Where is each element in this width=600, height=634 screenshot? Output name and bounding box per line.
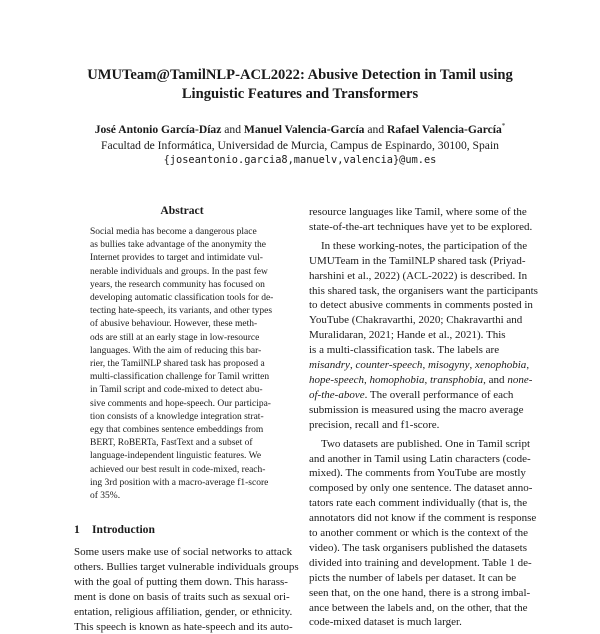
text-line: of 35%. (90, 491, 121, 502)
section-title: Introduction (92, 523, 155, 536)
text-line: ods are still at an early stage in low-resource (90, 332, 260, 343)
text-line: egy that combines sentence embeddings from (90, 425, 264, 436)
text-line: Muralidaran, 2021; Hande et al., 2021). This (309, 329, 506, 342)
right-column (309, 205, 538, 634)
label-term: misogyny (427, 359, 470, 372)
text-line: YouTube (Chakravarthi, 2020; Chakravarthi and (309, 314, 523, 327)
author-list (20, 122, 580, 137)
text-line: resource languages like Tamil, where some of the (309, 206, 527, 218)
text-line: annotators did not know if the comment is response (309, 512, 537, 525)
paragraph-continuation: . The overall performance of each (364, 388, 514, 401)
paragraph-lines (309, 239, 538, 358)
text-line: and another in Tamil using Latin characters (code- (309, 452, 531, 465)
text-line: in Tamil script and code-mixed to detect abu- (90, 385, 263, 396)
paragraph (309, 437, 537, 631)
paragraph (309, 205, 531, 235)
paragraph-line: submission is measured using the macro average (309, 403, 524, 416)
affiliation: Facultad de Informática, Universidad de Murcia, Campus de Espinardo, 30100, Spain (101, 139, 499, 152)
author-2: Manuel Valencia-García (243, 123, 365, 136)
text-line: language-independent linguistic features. We (90, 451, 262, 462)
author-separator: and (224, 123, 242, 136)
text-line: video). The task organisers published the datasets (309, 541, 528, 554)
author-emails: {joseantonio.garcia8,manuelv,valencia}@um.es (163, 154, 437, 166)
text-line: Some users make use of social networks to attack (74, 546, 293, 558)
author-separator: and (367, 123, 385, 136)
text-line: BERT, RoBERTa, FastText and a subset of (90, 438, 253, 449)
label-conjunction: and (488, 373, 505, 386)
text-line: rier, the TamilNLP shared task has proposed a (90, 359, 265, 370)
paper-title (40, 66, 560, 104)
text-line: code-mixed dataset is much larger. (309, 616, 462, 629)
text-line: tecting hate-speech, its variants, and other types (90, 306, 273, 317)
text-line: with the goal of putting them down. This harass- (74, 575, 288, 588)
author-3: Rafael Valencia-García (387, 123, 502, 136)
text-line: entation, religious affiliation, gender, or ethnicity. (74, 605, 293, 618)
text-line: state-of-the-art techniques have yet to be explored. (309, 220, 533, 233)
text-line: ing 3rd position with a macro-average f1-score (90, 477, 269, 488)
label-term: none- (507, 373, 533, 386)
label-term: hope-speech (309, 373, 364, 386)
text-line: This speech is known as hate-speech and its auto- (74, 620, 293, 633)
text-line: nerable individuals and groups. In the past few (90, 266, 268, 277)
text-line: divided into training and development. Table 1 de- (309, 556, 532, 569)
text-line: this shared task, the organisers want the participants (309, 284, 538, 297)
text-line: others. Bullies target vulnerable individuals groups (74, 560, 299, 573)
label-list-line: hope-speech, homophobia, transphobia, and none- (309, 373, 533, 386)
text-line: to another comment or which is the context of the (309, 527, 529, 540)
text-line: tion consists of a knowledge integration strat- (90, 411, 264, 422)
label-term: misandry (309, 359, 350, 372)
text-line: years, the research community has focused on (90, 279, 265, 290)
text-line: ment is done on basis of traits such as sexual ori- (74, 590, 290, 603)
author-footnote-mark: * (501, 122, 506, 131)
label-term: of-the-above (309, 388, 365, 401)
label-term: transphobia (429, 373, 484, 386)
text-line: achieved our best result in code-mixed, reach- (90, 464, 266, 475)
section-number: 1 (74, 523, 80, 536)
label-list-line (309, 388, 531, 403)
text-line: Internet provides to target and intimidate vul- (90, 253, 263, 264)
text-line: In these working-notes, the participation of the (321, 239, 528, 252)
text-line: languages. With the aim of reducing this bar- (90, 345, 262, 356)
text-line: harshini et al., 2022) (ACL-2022) is described. In (309, 269, 528, 282)
text-line: seen that, on the one hand, there is a strong imbal- (309, 586, 531, 599)
text-line: developing automatic classification tools for de- (90, 293, 274, 304)
text-line: is a multi-classification task. The labels are (309, 344, 500, 357)
label-list-line: misandry, counter-speech, misogyny, xenophobia, (309, 359, 530, 372)
abstract-text (90, 226, 278, 503)
text-line: composed by only one sentence. The dataset anno- (309, 482, 533, 495)
text-line: to detect abusive comments in comments posted in (309, 299, 533, 312)
text-line: picts the number of labels per dataset. It can be (309, 571, 517, 584)
text-line: as bullies take advantage of the anonymity the (90, 240, 266, 251)
label-term: xenophobia (474, 359, 527, 372)
label-term: counter-speech (355, 359, 423, 372)
text-line: sive comments and hope-speech. Our participa- (90, 398, 271, 409)
text-line: ance between the labels and, on the other, that the (309, 601, 528, 614)
title-line-1: UMUTeam@TamilNLP-ACL2022: Abusive Detection in Tamil using (87, 67, 513, 83)
text-line: Social media has become a dangerous place (90, 227, 257, 237)
text-line: Two datasets are published. One in Tamil script (321, 437, 531, 450)
text-line: UMUTeam in the TamilNLP shared task (Priyad- (309, 254, 526, 267)
section-heading-introduction (74, 523, 155, 536)
text-line: multi-classification challenge for Tamil written (90, 372, 270, 383)
paragraph (309, 239, 538, 433)
title-line-2: Linguistic Features and Transformers (181, 86, 419, 102)
text-line: of abusive behaviour. However, these meth- (90, 319, 258, 330)
label-term: homophobia (369, 373, 425, 386)
text-line: tators rate each comment individually (that is, the (309, 497, 528, 510)
author-1: José Antonio García-Díaz (94, 123, 222, 136)
paragraph-line: precision, recall and f1-score. (309, 418, 440, 431)
abstract-heading: Abstract (160, 204, 204, 217)
introduction-text (74, 545, 299, 634)
text-line: mixed). The comments from YouTube are mostly (309, 467, 526, 480)
